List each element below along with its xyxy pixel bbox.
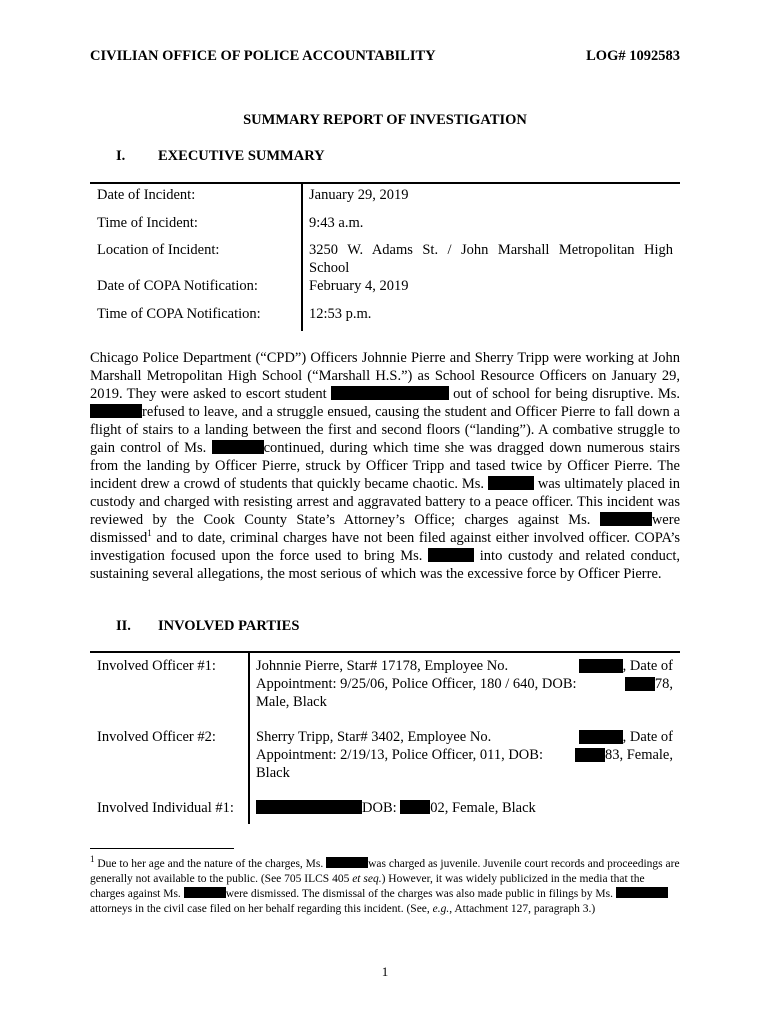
location-value-line1: 3250 W. Adams St. / John Marshall Metropolitan High: [309, 242, 673, 258]
redaction-bar: [428, 548, 474, 562]
redaction-bar: [616, 887, 668, 898]
redaction-bar: [625, 677, 655, 691]
redaction-bar: [331, 386, 449, 400]
redaction-bar: [184, 887, 226, 898]
officer-1-text-d: 78,: [654, 676, 673, 692]
executive-summary-paragraph: [90, 349, 680, 583]
involved-individual-1-label: Involved Individual #1:: [97, 800, 234, 816]
log-number: LOG# 1092583: [586, 48, 680, 64]
footnote-italic-eg: e.g.: [432, 903, 450, 915]
redaction-bar: [256, 800, 362, 814]
officer-2-text-b: , Date of: [622, 729, 673, 745]
copa-notification-time-label: Time of COPA Notification:: [97, 306, 261, 322]
redaction-bar: [90, 404, 142, 418]
section-number: II.: [116, 618, 131, 634]
officer-2-text-e: Black: [256, 765, 290, 781]
individual-1-text-a: DOB:: [362, 800, 397, 816]
time-of-incident-value: 9:43 a.m.: [309, 215, 364, 231]
officer-1-text-a: Johnnie Pierre, Star# 17178, Employee No.: [256, 658, 509, 674]
location-value-line2: School: [309, 260, 350, 276]
redaction-bar: [212, 440, 264, 454]
redaction-bar: [600, 512, 652, 526]
summary-text-3: refused to leave, and a struggle ensued, causing the student and Officer Pierre to fall down a flight of stairs to a landing between the first and second floors (“landing”). A combative struggle to gain control of Ms.: [90, 404, 680, 456]
date-of-incident-label: Date of Incident:: [97, 187, 196, 203]
redaction-bar: [579, 659, 623, 673]
copa-notification-date-value: February 4, 2019: [309, 278, 409, 294]
footnote-reference[interactable]: 1: [147, 528, 152, 539]
copa-notification-time-value: 12:53 p.m.: [309, 306, 372, 322]
incident-table-divider: [301, 183, 303, 331]
officer-1-text-b: , Date of: [622, 658, 673, 674]
section-heading-involved-parties: [116, 618, 299, 635]
summary-text-4: continued, during which time she was dragged down numerous stairs from the landing by Officer Pierre, struck by Officer Tripp and tased twice by Officer Pierre. The incident drew a crowd of students that quickly became chaotic. Ms.: [90, 440, 680, 492]
page-number: 1: [381, 964, 389, 979]
time-of-incident-label: Time of Incident:: [97, 215, 198, 231]
location-label: Location of Incident:: [97, 242, 220, 258]
redaction-bar: [579, 730, 623, 744]
summary-text-8: into custody and related conduct, sustaining several allegations, the most serious of which was the excessive force by Officer Pierre.: [90, 548, 681, 582]
section-title: INVOLVED PARTIES: [158, 618, 300, 634]
redaction-bar: [488, 476, 534, 490]
section-number: I.: [116, 148, 126, 164]
officer-1-text-c: Appointment: 9/25/06, Police Officer, 180 / 640, DOB:: [256, 676, 577, 692]
summary-text-2: out of school for being disruptive. Ms.: [453, 386, 680, 402]
officer-1-text-e: Male, Black: [256, 694, 327, 710]
footnote-italic-et-seq: et seq.: [352, 873, 382, 885]
footnote-1: [90, 854, 680, 917]
summary-text-1: Chicago Police Department (“CPD”) Officers Johnnie Pierre and Sherry Tripp were working at John Marshall Metropolitan High School (“Marshall H.S.”) as School Resource Officers on January 29, 2019. They were asked to escort student: [90, 350, 680, 402]
report-title: SUMMARY REPORT OF INVESTIGATION: [243, 112, 527, 128]
section-heading-executive-summary: [116, 148, 325, 165]
footnote-text-1: Due to her age and the nature of the charges, Ms.: [94, 858, 324, 870]
summary-text-5: was ultimately placed in custody and charged with resisting arrest and aggravated battery to a peace officer. This incident was reviewed by the Cook County State’s Attorney’s Office; charges against Ms.: [90, 476, 681, 528]
individual-1-text-b: 02, Female, Black: [430, 800, 536, 816]
redaction-bar: [575, 748, 605, 762]
footnote-number: 1: [90, 854, 95, 865]
involved-officer-2-details: [256, 728, 673, 782]
officer-2-text-c: Appointment: 2/19/13, Police Officer, 011, DOB:: [256, 747, 543, 763]
involved-individual-1-details: [256, 799, 673, 817]
footnote-text-3: ) However, it was widely publicized in the media that the charges against Ms.: [90, 873, 645, 900]
parties-table-top-rule: [90, 651, 680, 653]
section-title: EXECUTIVE SUMMARY: [158, 148, 325, 164]
incident-table-top-rule: [90, 182, 680, 184]
footnote-text-5: attorneys in the civil case filed on her behalf regarding this incident. (See,: [90, 903, 433, 915]
parties-table-divider: [248, 652, 250, 824]
footnote-rule: [90, 848, 234, 849]
involved-officer-1-label: Involved Officer #1:: [97, 658, 216, 674]
footnote-text-6: , Attachment 127, paragraph 3.): [449, 903, 596, 915]
redaction-bar: [400, 800, 430, 814]
involved-officer-1-details: [256, 657, 673, 711]
redaction-bar: [326, 857, 368, 868]
footnote-text-4: were dismissed. The dismissal of the charges was also made public in filings by Ms.: [225, 888, 614, 900]
involved-officer-2-label: Involved Officer #2:: [97, 729, 216, 745]
copa-notification-date-label: Date of COPA Notification:: [97, 278, 258, 294]
summary-text-6: were dismissed: [90, 512, 680, 546]
summary-text-7: and to date, criminal charges have not been filed against either involved officer. COPA’s investigation focused upon the force used to bring Ms.: [90, 530, 680, 564]
footnote-text-2: was charged as juvenile. Juvenile court records and proceedings are generally not available to the public. (See 705 ILCS 405: [90, 858, 680, 885]
agency-header: CIVILIAN OFFICE OF POLICE ACCOUNTABILITY: [90, 48, 436, 64]
officer-2-text-a: Sherry Tripp, Star# 3402, Employee No.: [256, 729, 492, 745]
officer-2-text-d: 83, Female,: [604, 747, 673, 763]
date-of-incident-value: January 29, 2019: [309, 187, 409, 203]
